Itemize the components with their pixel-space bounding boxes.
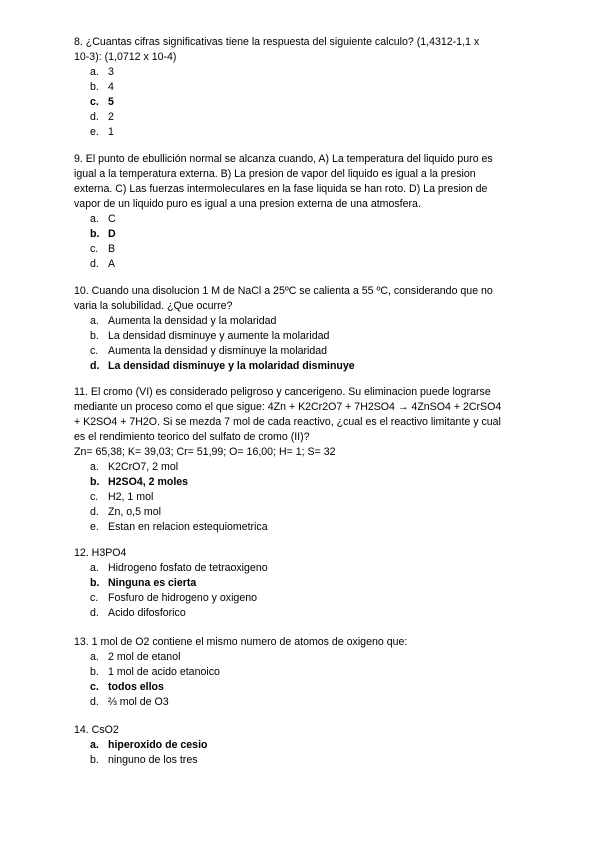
option-a-correct: a. hiperoxido de cesio — [90, 739, 208, 751]
stem-line: 9. El punto de ebullición normal se alcanza cuando, A) La temperatura del liquido puro es — [74, 153, 493, 165]
question-stem — [74, 385, 530, 460]
question-12 — [74, 546, 530, 621]
stem-line: 11. El cromo (VI) es considerado peligroso y cancerigeno. Su eliminacion puede lograrse — [74, 386, 491, 398]
option-d: d. 2 — [90, 111, 114, 123]
option-d: d. A — [90, 258, 116, 270]
option-c: c. Aumenta la densidad y disminuye la molaridad — [90, 345, 328, 357]
option-a: a. 2 mol de etanol — [90, 651, 181, 663]
option-b-correct: b. D — [90, 228, 116, 240]
stem-line: 13. 1 mol de O2 contiene el mismo numero de atomos de oxigeno que: — [74, 636, 408, 648]
question-11 — [74, 385, 530, 535]
stem-line: 14. CsO2 — [74, 724, 119, 736]
option-b: b. 1 mol de acido etanoico — [90, 666, 220, 678]
stem-line: Zn= 65,38; K= 39,03; Cr= 51,99; O= 16,00; H= 1; S= 32 — [74, 446, 336, 458]
option-b-correct: b. H2SO4, 2 moles — [90, 476, 189, 488]
stem-line: 12. H3PO4 — [74, 547, 127, 559]
question-8 — [74, 35, 530, 140]
stem-line: + K2SO4 + 7H2O. Si se mezda 7 mol de cada reactivo, ¿cual es el reactivo limitante y cual — [74, 416, 501, 428]
question-stem — [74, 723, 530, 738]
option-d: d. Zn, o,5 mol — [90, 506, 161, 518]
stem-line: mediante un proceso como el que sigue: 4Zn + K2Cr2O7 + 7H2SO4 → 4ZnSO4 + 2CrSO4 — [74, 401, 502, 413]
option-a: a. 3 — [90, 66, 114, 78]
option-c-correct: c. 5 — [90, 96, 114, 108]
option-d: d. ⅔ mol de O3 — [90, 696, 169, 708]
stem-line: igual a la temperatura externa. B) La presion de vapor del liquido es igual a la presion — [74, 168, 476, 180]
stem-line: 10-3): (1,0712 x 10-4) — [74, 51, 177, 63]
option-c: c. H2, 1 mol — [90, 491, 154, 503]
option-c: c. Fosfuro de hidrogeno y oxigeno — [90, 592, 258, 604]
option-a: a. K2CrO7, 2 mol — [90, 461, 179, 473]
option-a: a. Aumenta la densidad y la molaridad — [90, 315, 277, 327]
option-a: a. Hidrogeno fosfato de tetraoxigeno — [90, 562, 268, 574]
option-b-correct: b. Ninguna es cierta — [90, 577, 197, 589]
question-14 — [74, 723, 530, 768]
options-list — [74, 314, 530, 374]
option-d: d. Acido difosforico — [90, 607, 186, 619]
stem-line: externa. C) Las fuerzas intermoleculares en la fase liquida se han roto. D) La presion de — [74, 183, 488, 195]
stem-line: vapor de un liquido puro es igual a una presion externa de una atmosfera. — [74, 198, 421, 210]
options-list — [74, 561, 530, 621]
option-d-correct: d. La densidad disminuye y la molaridad disminuye — [90, 360, 355, 372]
question-stem — [74, 546, 530, 561]
question-stem — [74, 152, 530, 212]
options-list — [74, 738, 530, 768]
option-a: a. C — [90, 213, 116, 225]
question-stem — [74, 284, 530, 314]
question-stem — [74, 35, 530, 65]
stem-line: es el rendimiento teorico del sulfato de cromo (II)? — [74, 431, 310, 443]
stem-line: 10. Cuando una disolucion 1 M de NaCl a 25ºC se calienta a 55 ºC, considerando que no — [74, 285, 493, 297]
question-stem — [74, 635, 530, 650]
options-list — [74, 212, 530, 272]
option-b: b. ninguno de los tres — [90, 754, 198, 766]
option-e: e. Estan en relacion estequiometrica — [90, 521, 268, 533]
option-c-correct: c. todos ellos — [90, 681, 164, 693]
options-list — [74, 65, 530, 140]
question-9 — [74, 152, 530, 272]
stem-line: 8. ¿Cuantas cifras significativas tiene la respuesta del siguiente calculo? (1,4312-1,1 x — [74, 36, 480, 48]
options-list — [74, 650, 530, 710]
option-c: c. B — [90, 243, 116, 255]
stem-line: varia la solubilidad. ¿Que ocurre? — [74, 300, 233, 312]
question-13 — [74, 635, 530, 710]
question-10 — [74, 284, 530, 374]
option-b: b. La densidad disminuye y aumente la molaridad — [90, 330, 330, 342]
option-e: e. 1 — [90, 126, 114, 138]
options-list — [74, 460, 530, 535]
option-b: b. 4 — [90, 81, 114, 93]
